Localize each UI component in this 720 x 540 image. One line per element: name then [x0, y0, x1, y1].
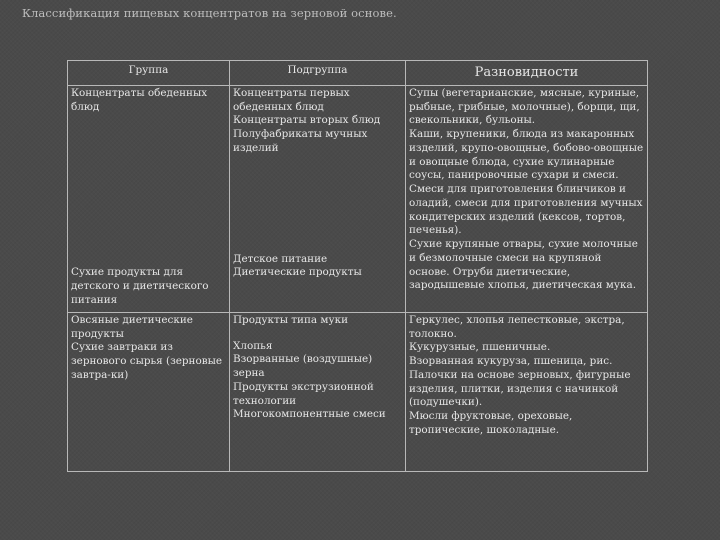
group-cell [68, 86, 230, 313]
subgroup-label: Диетические продукты [233, 266, 362, 279]
subgroup-label: Детское питание [233, 252, 328, 265]
subgroup-label: Продукты типа муки [233, 314, 349, 326]
table-row [68, 86, 648, 313]
variety-text: Мюсли фруктовые, ореховые, тропические, шоколадные. [409, 410, 573, 436]
subgroup-cell [230, 313, 406, 472]
group-label: Сухие завтраки из зернового сырья (зерновые завтра-ки) [71, 341, 222, 381]
variety-text: Кукурузные, пшеничные. [409, 341, 551, 354]
table-row [68, 313, 648, 472]
variety-text: Сухие крупяные отвары, сухие молочные и безмолочные смеси на крупяной основе. Отруби диетические, зародышевые хлопья, диетическая мука. [409, 238, 638, 292]
group-label: Концентраты обеденных блюд [71, 87, 208, 113]
group-label: Сухие продукты для детского и диетического питания [71, 266, 209, 306]
header-subgroup: Подгруппа [230, 61, 406, 86]
header-varieties: Разновидности [406, 61, 648, 86]
subgroup-label: Концентраты вторых блюд [233, 114, 381, 127]
group-label: Овсяные диетические продукты [71, 314, 193, 340]
slide-title: Классификация пищевых концентратов на зерновой основе. [22, 6, 397, 20]
subgroup-label: Многокомпонентные смеси [233, 408, 386, 421]
classification-table [67, 60, 648, 472]
subgroup-label: Взорванные (воздушные) зерна [233, 353, 373, 380]
variety-text: Смеси для приготовления блинчиков и оладий, смеси для приготовления мучных кондитерских изделий (кексов, тортов, печенья). [409, 183, 643, 237]
group-cell [68, 313, 230, 472]
subgroup-cell [230, 86, 406, 313]
subgroup-label: Полуфабрикаты мучных изделий [233, 128, 368, 154]
subgroup-label: Хлопья [233, 339, 273, 352]
header-group: Группа [68, 61, 230, 86]
header-row [68, 61, 648, 86]
varieties-cell [406, 313, 648, 472]
variety-text: Взорванная кукуруза, пшеница, рис. [409, 355, 613, 368]
variety-text: Каши, крупеники, блюда из макаронных изделий, крупо-овощные, бобово-овощные и овощные блюда, сухие кулинарные соусы, панировочные сухари и смеси. [409, 128, 644, 182]
variety-text: Палочки на основе зерновых, фигурные изделия, плитки, изделия с начинкой (подушечки). [409, 368, 631, 409]
varieties-cell [406, 86, 648, 313]
variety-text: Геркулес, хлопья лепестковые, экстра, толокно. [409, 314, 625, 340]
subgroup-label: Концентраты первых обеденных блюд [233, 87, 350, 113]
variety-text: Супы (вегетарианские, мясные, куриные, рыбные, грибные, молочные), борщи, щи, свекольники, бульоны. [409, 87, 640, 127]
subgroup-label: Продукты экструзионной технологии [233, 380, 374, 407]
